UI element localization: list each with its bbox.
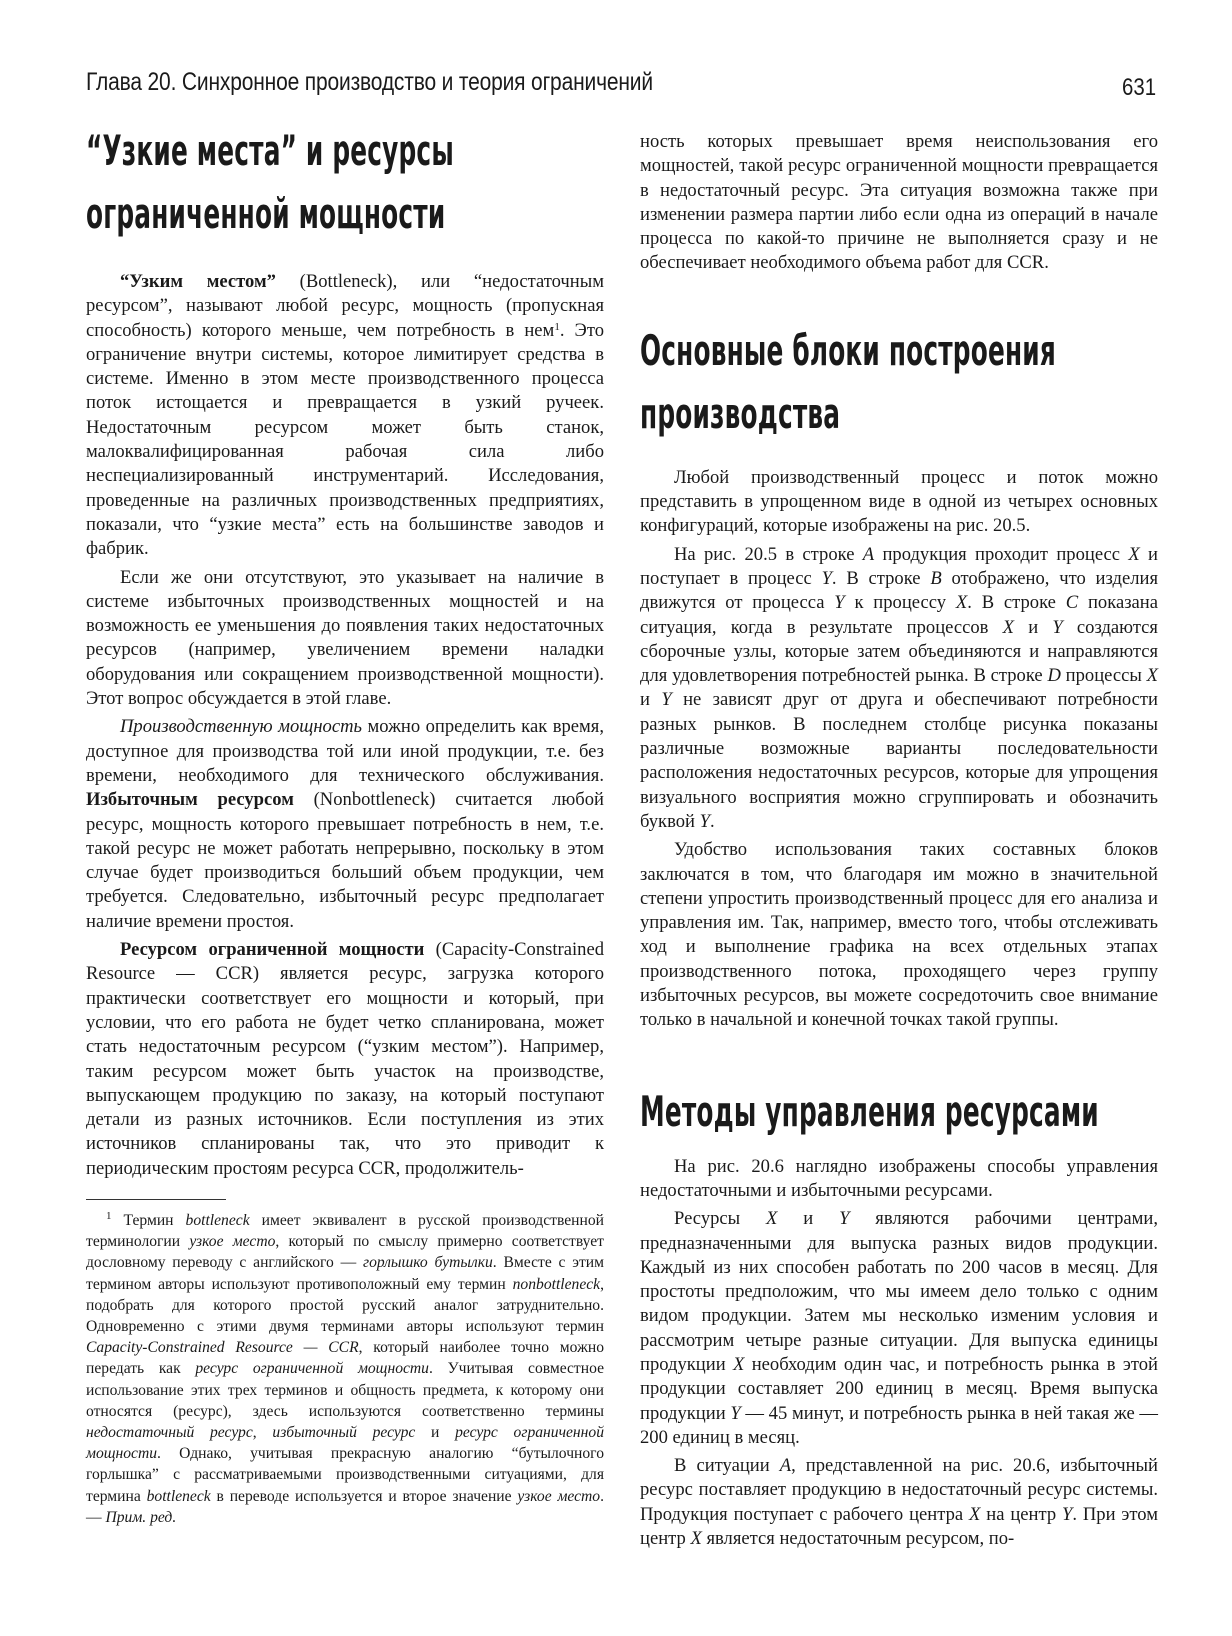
paragraph-work-centers: Ресурсы X и Y являются рабочими центрами, предназначенными для выпуска разных видов продукции. Каждый из них способен работать по 200 часов в месяц. Для простоты предположим, что мы имеем дело только с одним видом продукции. Затем мы несколько изменим условия и рассмотрим четыре разные ситуации. Для выпуска единицы продукции X необходим один час, и потребность рынка в этой продукции составляет 200 единиц в месяц. Время выпуска продукции Y — 45 минут, и потребность рынка в ней такая же — 200 единиц в месяц. <box>640 1208 1159 1448</box>
page-number: 631 <box>1121 74 1156 101</box>
section-heading-building-blocks: Основные блоки построения производства <box>640 327 1056 439</box>
section-heading-bottlenecks: “Узкие места” и ресурсы ограниченной мощности <box>86 127 454 239</box>
section-heading-resource-management: Методы управления ресурсами <box>640 1087 1099 1137</box>
term-ccr: Ресурсом ограниченной мощности <box>120 939 425 961</box>
paragraph-four-configurations: Любой производственный процесс и поток можно представить в упрощенном виде в одной из четырех основных конфигураций, которые изображены на рис. 20.5. <box>640 466 1158 537</box>
paragraph-nonbottleneck-definition: Производственную мощность можно определить как время, доступное для производства той или иной продукции, т.е. без времени, необходимого для технического обслуживания. Избыточным ресурсом (Nonbottleneck) считается любой ресурс, мощность которого превышает потребность в нем, т.е. такой ресурс не может работать непрерывно, поскольку в этом случае будет производиться больший объем продукции, чем требуется. Следовательно, избыточный ресурс предполагает наличие времени простоя. <box>86 716 604 932</box>
footnote-mark: 1 <box>106 1209 112 1222</box>
left-column <box>86 120 604 1532</box>
page-header <box>86 68 1156 108</box>
term-production-capacity: Производственную мощность <box>120 716 362 738</box>
paragraph-figure-rows: На рис. 20.5 в строке A продукция проходит процесс X и поступает в процесс Y. В строке B отображено, что изделия движутся от процесса Y к процессу X. В строке C показана ситуация, когда в результате процессов X и Y создаются сборочные узлы, которые затем объединяются и направляются для удовлетворения потребностей рынка. В строке D процессы X и Y не зависят друг от друга и обеспечивают потребности разных рынков. В последнем столбце рисунка показаны различные возможные варианты последовательности расположения недостаточных ресурсов, которые для упрощения визуального восприятия можно сгруппировать и обозначить буквой Y. <box>640 543 1159 832</box>
paragraph-bottleneck-definition: “Узким местом” (Bottleneck), или “недостаточным ресурсом”, называют любой ресурс, мощность (пропускная способность) которого меньше, чем потребность в нем$^1$. Это ограничение внутри системы, которое лимитирует средства в системе. Именно в этом месте производственного процесса поток истощается и превращается в узкий ручеек. Недостаточным ресурсом может быть станок, малоквалифицированная рабочая сила либо неспециализированный инструментарий. Исследования, проведенные на различных производственных предприятиях, показали, что “узкие места” есть на большинстве заводов и фабрик. <box>86 271 605 560</box>
paragraph-situation-a: В ситуации A, представленной на рис. 20.6, избыточный ресурс поставляет продукцию в недостаточный ресурс системы. Продукция поступает с рабочего центра X на центр Y. При этом центр X является недостаточным ресурсом, по- <box>640 1455 1158 1550</box>
footnote: $^1$ Термин bottleneck имеет эквивалент в русской производственной терминологии узкое место, который по смыслу примерно соответствует дословному переводу с английского — горлышко бутылки. Вместе с этим термином авторы используют противоположный ему термин nonbottleneck, подобрать для которого простой русский аналог затруднительно. Одновременно с этими двумя терминами авторы используют термин Capacity-Constrained Resource — CCR, который наиболее точно можно передать как ресурс ограниченной мощности. Учитывая совместное использование этих трех терминов и общность предмета, к которому они относятся (ресурс), здесь используются соответственно термины недостаточный ресурс, избыточный ресурс и ресурс ограниченной мощности. Однако, учитывая прекрасную аналогию “бутылочного горлышка” с рассматриваемыми производственными ситуациями, для термина bottleneck в переводе используется и второе значение узкое место. — Прим. ред. <box>86 1209 605 1526</box>
paragraph-figure-20-6: На рис. 20.6 наглядно изображены способы управления недостаточными и избыточными ресурсами. <box>640 1155 1158 1201</box>
term-bottleneck: “Узким местом” <box>120 271 276 292</box>
right-column <box>640 130 1158 1555</box>
paragraph-excess-capacity: Если же они отсутствуют, это указывает на наличие в системе избыточных производственных мощностей и на возможность ее уменьшения до появления таких недостаточных ресурсов (например, увеличением времени наладки оборудования или сокращением производственной мощности). Этот вопрос обсуждается в этой главе. <box>86 566 604 710</box>
term-nonbottleneck: Избыточным ресурсом <box>86 789 294 811</box>
paragraph-ccr-continued: ность которых превышает время неиспользования его мощностей, такой ресурс ограниченной мощности превращается в недостаточный ресурс. Эта ситуация возможна также при изменении размера партии либо если одна из операций в начале процесса по какой-то причине не выполняется сразу и не обеспечивает необходимого объема работ для CCR. <box>640 131 1158 274</box>
running-title: Глава 20. Синхронное производство и теория ограничений <box>86 68 653 96</box>
footnote-divider <box>86 1199 226 1200</box>
paragraph-building-blocks-benefit: Удобство использования таких составных блоков заключатся в том, что благодаря им можно в значительной степени упростить производственный процесс для его анализа и управления им. Так, например, вместо того, чтобы отслеживать ход и выполнение графика на всех отдельных этапах производственного потока, проходящего через группу избыточных ресурсов, вы можете сосредоточить свое внимание только в начальной и конечной точках такой группы. <box>640 839 1158 1031</box>
paragraph-ccr-definition: Ресурсом ограниченной мощности (Capacity-Constrained Resource — CCR) является ресурс, загрузка которого практически соответствует его мощности и который, при условии, что его работа не будет четко спланирована, может стать недостаточным ресурсом (“узким местом”). Например, таким ресурсом может быть участок на производстве, выпускающем продукцию по заказу, на который поступают детали из разных источников. Если поступления из этих источников спланированы так, что это приводит к периодическим простоям ресурса CCR, продолжитель- <box>86 939 604 1179</box>
footnote-reference: 1 <box>554 320 560 333</box>
